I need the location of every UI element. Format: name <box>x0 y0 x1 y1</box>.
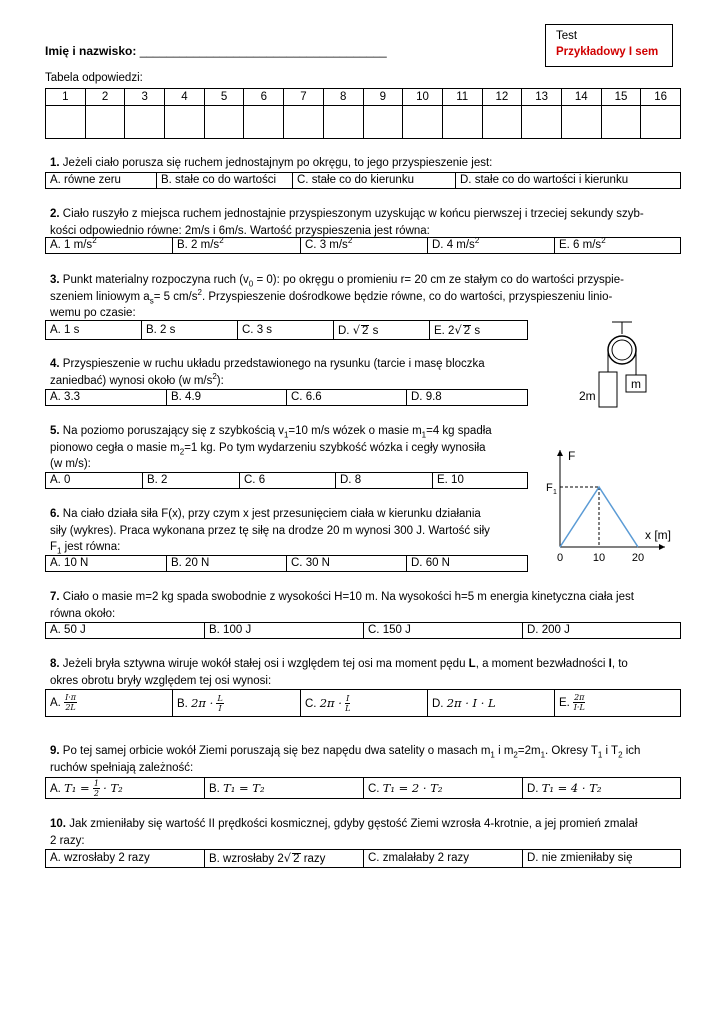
fraction <box>573 693 585 712</box>
x-tick-label: 10 <box>592 552 606 564</box>
subscript: 0 <box>248 279 254 289</box>
math-expr: T₁ = <box>64 781 90 795</box>
question-text: Przyspieszenie w ruchu układu przedstawionego na rysunku (tarcie i masę bloczka <box>62 358 485 370</box>
question-text: szeniem liniowym a <box>50 290 150 303</box>
q10-option-a[interactable]: A. wzrosłaby 2 razy <box>46 850 205 867</box>
q6-options <box>45 555 528 572</box>
question-7 <box>50 589 634 622</box>
subscript: s <box>149 295 154 305</box>
option-text: s <box>369 325 379 337</box>
subscript: 2 <box>618 750 623 760</box>
symbol-L: L <box>468 658 476 670</box>
question-text: okres obrotu bryły względem tej osi wynosi: <box>50 674 272 687</box>
question-text: zaniedbać) wynosi około (w m/s <box>50 374 213 387</box>
fraction <box>216 694 223 713</box>
pulley-figure <box>570 320 670 410</box>
q10-option-d[interactable]: D. nie zmieniłaby się <box>527 852 633 864</box>
exponent: 2 <box>347 238 353 246</box>
question-text: równa około: <box>50 607 116 620</box>
numerator: I·π <box>65 693 77 703</box>
q9-option-d[interactable] <box>523 778 680 798</box>
subscript: 2 <box>179 446 185 456</box>
option-text: D. <box>527 783 542 795</box>
option-text: B. <box>209 783 224 795</box>
answer-column-header: 15 <box>601 89 641 106</box>
answer-cell[interactable] <box>561 106 601 139</box>
answer-cell[interactable] <box>522 106 562 139</box>
answer-cell[interactable] <box>442 106 482 139</box>
math-expr: · T₂ <box>103 781 123 795</box>
answer-column-header: 9 <box>363 89 403 106</box>
question-text: kości odpowiednio równe: 2m/s i 6m/s. Wartość przyspieszenia jest równa: <box>50 224 430 237</box>
question-number: 3. <box>50 274 60 286</box>
y-tick-subscript: 1 <box>553 489 557 496</box>
question-text: Ciało ruszyło z miejsca ruchem jednostajnie przyspieszonym uzyskując w końcu pierwszej i trzeciej sekundy szyb- <box>62 208 644 220</box>
answer-column-header: 11 <box>442 89 482 106</box>
q9-options <box>45 777 681 799</box>
option-text: C. <box>305 698 320 710</box>
q3-options <box>45 320 528 340</box>
q8-option-c[interactable] <box>301 690 428 716</box>
question-text: . Okresy T <box>545 745 598 757</box>
sqrt-radicand: 2 <box>362 325 369 337</box>
question-text: pionowo cegła o masie m <box>50 441 180 454</box>
question-text: siły (wykres). Praca wykonana przez tę siłę na drodze 20 m wynosi 300 J. Wartość siły <box>50 524 490 537</box>
option-text: razy <box>300 853 326 865</box>
question-8 <box>50 656 628 689</box>
question-text: =2m <box>517 745 541 757</box>
answer-cell[interactable] <box>482 106 522 139</box>
question-text: = 0): po okręgu o promieniu r= 20 cm ze stałym co do wartości przyspie- <box>253 274 624 286</box>
option-text: E. 6 m/s <box>559 239 602 251</box>
question-text: ruchów spełniają zależność: <box>50 761 194 774</box>
answer-column-header: 13 <box>522 89 562 106</box>
subscript: 1 <box>490 750 495 760</box>
y-axis-label: F <box>568 449 576 463</box>
answer-column-header: 2 <box>85 89 125 106</box>
question-number: 4. <box>50 358 60 370</box>
math-expr: 2π · I · L <box>446 696 496 710</box>
q9-option-c[interactable] <box>364 778 523 798</box>
answer-cell[interactable] <box>125 106 165 139</box>
option-text: D. <box>338 325 353 337</box>
numerator: 2π <box>574 693 585 703</box>
math-expr: T₁ = T₂ <box>223 781 265 795</box>
question-text: wemu po czasie: <box>50 307 136 319</box>
answer-column-header: 14 <box>561 89 601 106</box>
sqrt-radicand: 2 <box>463 325 471 337</box>
subscript: 1 <box>540 750 546 760</box>
question-text: =10 m/s wózek o masie m <box>288 425 422 437</box>
q6-option-d[interactable]: D. 60 N <box>411 557 450 569</box>
answer-cell[interactable] <box>85 106 125 139</box>
subscript: 1 <box>421 430 427 440</box>
q6-option-a[interactable]: A. 10 N <box>46 556 167 571</box>
option-text: A. 1 m/s <box>50 239 93 251</box>
question-text: jest równa: <box>61 541 121 553</box>
option-text: C. <box>368 783 383 795</box>
answer-column-header: 16 <box>641 89 681 106</box>
question-number: 5. <box>50 425 60 437</box>
q6-option-c[interactable]: C. 30 N <box>287 556 407 571</box>
answer-table-label: Tabela odpowiedzi: <box>45 72 143 84</box>
y-axis-arrow <box>557 450 563 456</box>
answer-column-header: 4 <box>165 89 205 106</box>
math-expr: T₁ = 4 · T₂ <box>541 781 602 795</box>
q4-option-a[interactable]: A. 3.3 <box>46 390 167 405</box>
option-text: A. <box>50 783 65 795</box>
q2-options <box>45 237 681 254</box>
answer-cell[interactable] <box>46 106 86 139</box>
q8-options <box>45 689 681 717</box>
name-input-line[interactable]: _____________________________________ <box>139 44 387 58</box>
q8-option-d[interactable] <box>428 690 555 716</box>
symbol-I: I <box>608 658 612 670</box>
fraction <box>64 693 77 712</box>
subscript: 1 <box>57 546 62 556</box>
q10-option-c[interactable]: C. zmalałaby 2 razy <box>364 850 523 867</box>
question-text: Po tej samej orbicie wokół Ziemi poruszają się bez napędu dwa satelity o masach m <box>62 745 491 757</box>
q9-option-a[interactable] <box>46 778 205 798</box>
question-number: 2. <box>50 208 60 220</box>
q3-option-e[interactable] <box>430 321 527 339</box>
q1-options <box>45 172 681 189</box>
fraction <box>93 779 100 798</box>
q3-option-c[interactable]: C. 3 s <box>238 321 334 339</box>
exponent: 2 <box>197 287 202 297</box>
denominator: I·L <box>573 703 585 713</box>
question-number: 1. <box>50 157 60 169</box>
q10-option-b[interactable] <box>205 850 364 867</box>
question-number: 9. <box>50 745 60 757</box>
answer-cell[interactable] <box>244 106 284 139</box>
exponent: 2 <box>474 238 480 246</box>
answer-column-header: 10 <box>403 89 443 106</box>
q5-option-b[interactable]: B. 2 <box>143 473 240 488</box>
q7-options <box>45 622 681 639</box>
option-text: E. 2 <box>434 325 455 337</box>
answer-table <box>45 88 681 139</box>
answer-cell[interactable] <box>204 106 244 139</box>
answer-cell[interactable] <box>284 106 324 139</box>
force-chart <box>540 440 690 565</box>
option-text: A. <box>50 697 65 709</box>
math-expr: 2π · <box>191 696 214 710</box>
x-tick-label: 20 <box>631 552 645 564</box>
answer-column-header: 5 <box>204 89 244 106</box>
q7-option-c[interactable]: C. 150 J <box>364 623 523 638</box>
q10-options <box>45 849 681 868</box>
answer-cell[interactable] <box>403 106 443 139</box>
q7-option-a[interactable]: A. 50 J <box>46 623 205 638</box>
answer-column-header: 1 <box>46 89 86 106</box>
numerator: L <box>217 694 223 704</box>
q8-option-a[interactable] <box>46 690 173 716</box>
answer-cell[interactable] <box>165 106 205 139</box>
question-text: i T <box>602 745 619 757</box>
question-text: ): <box>216 374 224 387</box>
math-expr: T₁ = 2 · T₂ <box>382 781 443 795</box>
q5-option-c[interactable]: C. 6 <box>240 473 336 488</box>
q4-options <box>45 389 528 406</box>
question-text: Jeżeli ciało porusza się ruchem jednostajnym po okręgu, to jego przyspieszenie jest: <box>62 157 493 169</box>
q5-option-e[interactable]: E. 10 <box>437 474 464 486</box>
mass-2m-label: 2m <box>579 389 596 403</box>
question-text: (w m/s): <box>50 458 91 470</box>
q3-option-b[interactable]: B. 2 s <box>142 321 238 339</box>
denominator: L <box>345 704 351 714</box>
subscript: 2 <box>513 750 518 760</box>
numerator: I <box>346 694 350 704</box>
q8-option-b[interactable] <box>173 690 301 716</box>
answer-cell[interactable] <box>601 106 641 139</box>
q1-option-c[interactable]: C. stałe co do kierunku <box>293 173 456 188</box>
question-1 <box>50 155 492 172</box>
question-text: =1 kg. Po tym wydarzeniu szybkość wózka i cegły wynosiła <box>184 441 486 454</box>
answer-cell[interactable] <box>323 106 363 139</box>
q2-option-e[interactable] <box>555 238 680 253</box>
q6-option-b[interactable]: B. 20 N <box>167 556 287 571</box>
question-text: 2 razy: <box>50 834 85 847</box>
sqrt-sign: √ <box>352 323 361 337</box>
q5-option-d[interactable]: D. 8 <box>336 473 433 488</box>
sqrt-radicand: 2 <box>293 853 300 865</box>
question-text: F <box>50 541 58 553</box>
q4-option-c[interactable]: C. 6.6 <box>287 390 407 405</box>
exponent: 2 <box>601 238 606 246</box>
x-axis-label: x [m] <box>645 528 671 542</box>
subscript: 1 <box>283 430 289 440</box>
q4-option-d[interactable]: D. 9.8 <box>411 391 442 403</box>
mass-2m-block <box>599 372 617 407</box>
option-text: s <box>471 325 481 337</box>
question-text: =4 kg spadła <box>426 425 492 437</box>
q4-option-b[interactable]: B. 4.9 <box>167 390 287 405</box>
question-number: 6. <box>50 508 60 520</box>
option-text: B. 2 m/s <box>177 239 220 251</box>
option-text: D. 4 m/s <box>432 239 475 251</box>
option-text: B. wzrosłaby 2 <box>209 853 284 865</box>
question-5 <box>50 423 492 473</box>
question-text: ich <box>622 745 641 757</box>
q9-option-b[interactable] <box>205 778 364 798</box>
question-2 <box>50 206 644 239</box>
q2-option-b[interactable] <box>173 238 301 253</box>
q7-option-d[interactable]: D. 200 J <box>527 624 570 636</box>
question-text: Na poziomo poruszający się z szybkością v <box>62 425 284 437</box>
name-label <box>45 44 387 58</box>
question-text: = 5 cm/s <box>153 290 198 303</box>
option-text: D. <box>432 698 447 710</box>
q3-option-a[interactable]: A. 1 s <box>46 321 142 339</box>
exponent: 2 <box>92 238 97 246</box>
q1-option-b[interactable]: B. stałe co do wartości <box>157 173 293 188</box>
question-text: Na ciało działa siła F(x), przy czym x jest przesunięciem ciała w kierunku działania <box>62 508 481 520</box>
question-number: 8. <box>50 658 60 670</box>
question-text: Ciało o masie m=2 kg spada swobodnie z wysokości H=10 m. Na wysokości h=5 m energia kinetyczna ciała jest <box>62 591 634 603</box>
question-text: . Przyspieszenie dośrodkowe będzie równe, co do wartości, przyspieszeniu linio- <box>201 290 613 303</box>
answer-column-header: 12 <box>482 89 522 106</box>
question-text: Jak zmieniłaby się wartość II prędkości kosmicznej, gdyby gęstość Ziemi wzrosła 4-krotnie, a jej promień zmalał <box>69 818 638 830</box>
test-title: Przykładowy I sem <box>556 46 659 58</box>
question-number: 7. <box>50 591 60 603</box>
question-text: i m <box>494 745 514 757</box>
name-label-text: Imię i nazwisko: <box>45 44 137 58</box>
sqrt-sign: √ <box>283 851 292 865</box>
q8-option-e[interactable] <box>555 690 680 716</box>
denominator: 2L <box>65 703 76 713</box>
question-text: , a moment bezwładności <box>475 658 609 670</box>
test-label: Test <box>556 30 578 42</box>
pulley-inner <box>612 340 632 360</box>
answer-cell[interactable] <box>641 106 681 139</box>
exponent: 2 <box>219 238 224 246</box>
exponent: 2 <box>212 371 217 381</box>
question-number: 10. <box>50 818 66 830</box>
question-10 <box>50 816 637 849</box>
y-tick-label-f1: F <box>546 482 553 494</box>
sqrt-sign: √ <box>454 323 462 337</box>
q5-options <box>45 472 528 489</box>
option-text: B. <box>177 698 192 710</box>
question-4 <box>50 356 485 389</box>
question-text: Jeżeli bryła sztywna wiruje wokół stałej osi i względem tej osi ma moment pędu <box>62 658 469 670</box>
question-9 <box>50 743 640 776</box>
mass-m-label: m <box>631 377 641 391</box>
x-axis-arrow <box>659 544 665 550</box>
option-text: E. <box>559 697 574 709</box>
denominator: 2 <box>93 789 99 798</box>
question-3 <box>50 272 624 322</box>
q7-option-b[interactable]: B. 100 J <box>205 623 364 638</box>
answer-cell[interactable] <box>363 106 403 139</box>
math-expr: 2π · <box>319 696 342 710</box>
test-info-box <box>545 24 673 67</box>
question-6 <box>50 506 490 556</box>
answer-column-header: 3 <box>125 89 165 106</box>
answer-column-header: 7 <box>284 89 324 106</box>
q1-option-a[interactable]: A. równe zeru <box>46 173 157 188</box>
question-text: , to <box>611 658 628 670</box>
q2-option-d[interactable] <box>428 238 555 253</box>
subscript: 1 <box>597 750 603 760</box>
q2-option-c[interactable] <box>301 238 428 253</box>
denominator: I <box>218 704 222 714</box>
q2-option-a[interactable] <box>46 238 173 253</box>
answer-column-header: 6 <box>244 89 284 106</box>
numerator: 1 <box>93 779 99 789</box>
q1-option-d[interactable]: D. stałe co do wartości i kierunku <box>460 174 629 186</box>
q5-option-a[interactable]: A. 0 <box>46 473 143 488</box>
option-text: C. 3 m/s <box>305 239 348 251</box>
q3-option-d[interactable] <box>334 321 430 339</box>
question-text: Punkt materialny rozpoczyna ruch (v <box>62 274 249 286</box>
x-tick-label: 0 <box>556 552 564 564</box>
fraction <box>345 694 350 713</box>
answer-column-header: 8 <box>323 89 363 106</box>
